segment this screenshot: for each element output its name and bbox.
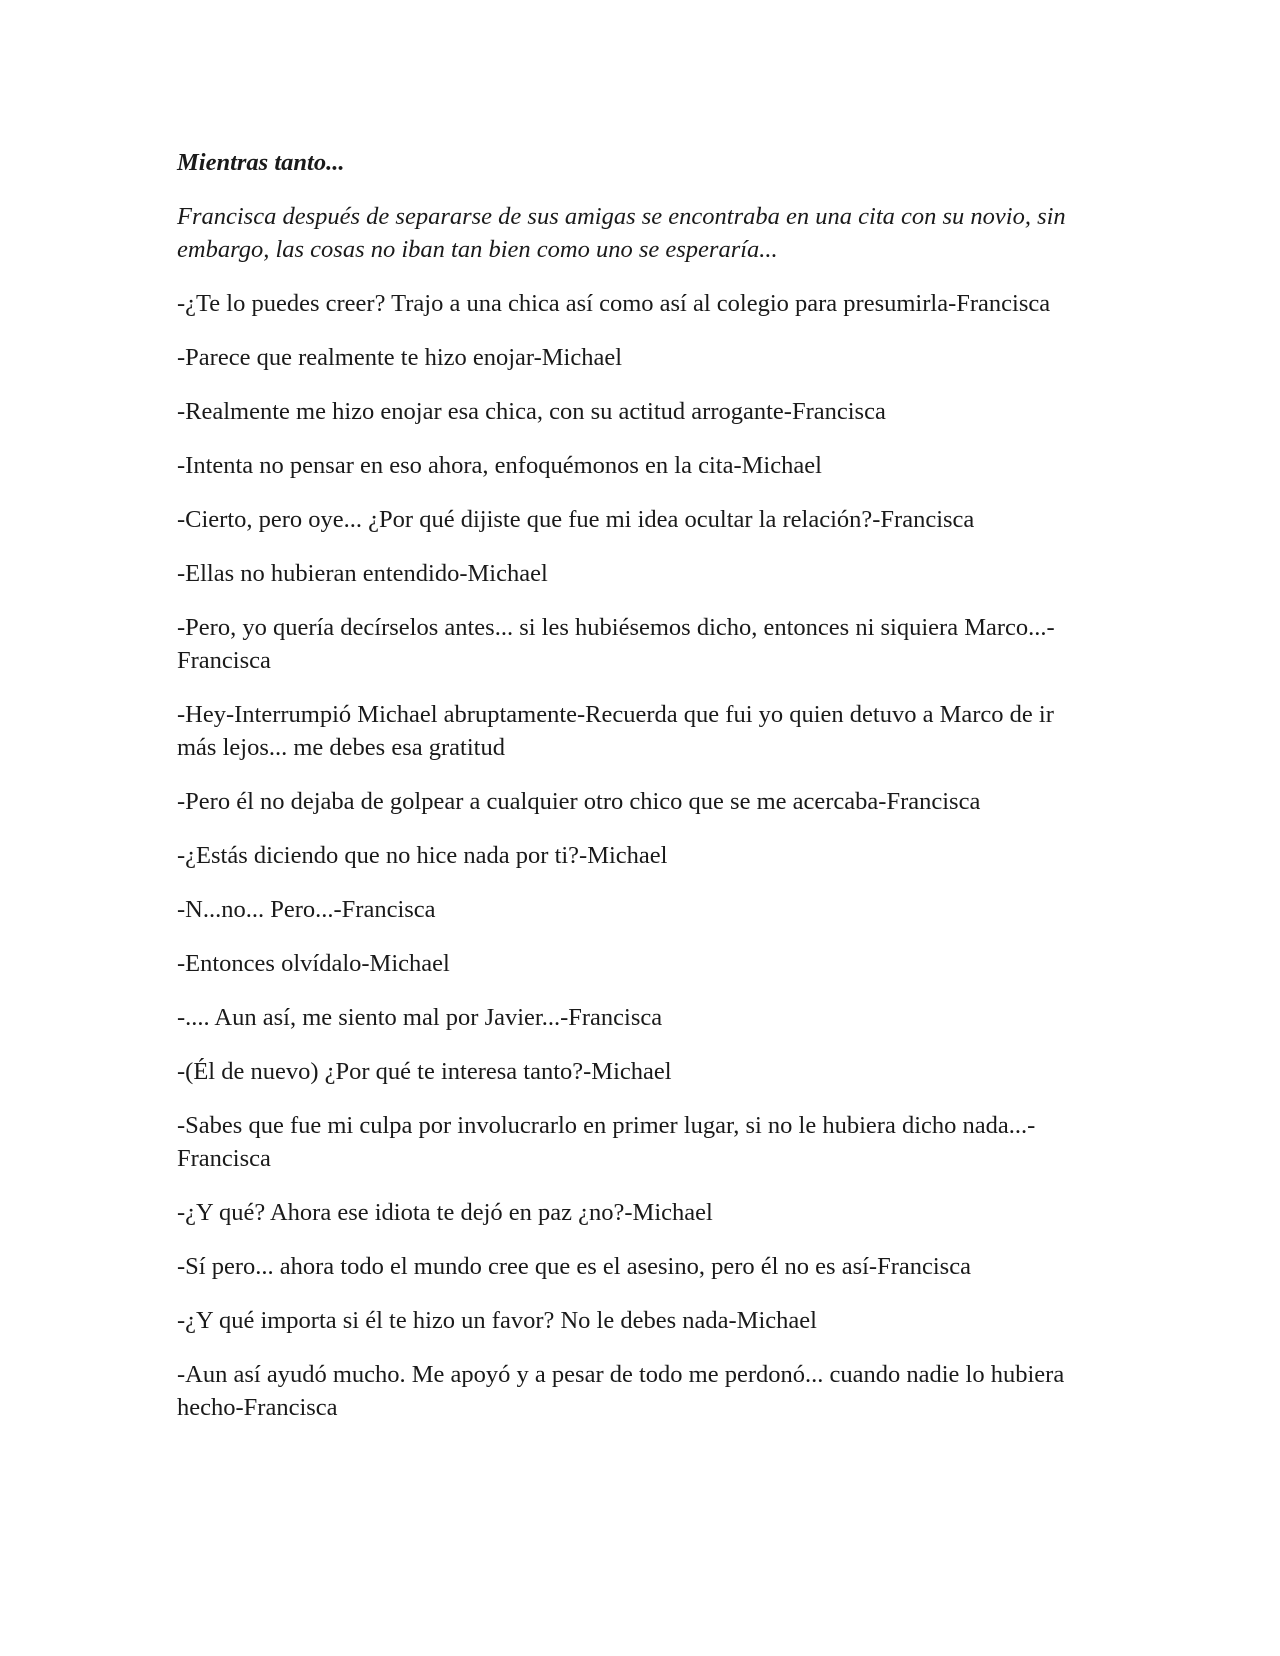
dialogue-line: -Entonces olvídalo-Michael xyxy=(177,950,450,977)
dialogue-line: -Cierto, pero oye... ¿Por qué dijiste que fue mi idea ocultar la relación?-Francisca xyxy=(177,506,975,533)
document-body xyxy=(177,146,1097,1445)
dialogue-line: -(Él de nuevo) ¿Por qué te interesa tanto?-Michael xyxy=(177,1058,672,1085)
dialogue-line: -Aun así ayudó mucho. Me apoyó y a pesar de todo me perdonó... cuando nadie lo hubiera hecho-Francisca xyxy=(177,1361,1065,1421)
dialogue-line: -Parece que realmente te hizo enojar-Michael xyxy=(177,344,623,371)
dialogue-line: -Sí pero... ahora todo el mundo cree que es el asesino, pero él no es así-Francisca xyxy=(177,1253,971,1280)
dialogue-line: -Realmente me hizo enojar esa chica, con su actitud arrogante-Francisca xyxy=(177,398,886,425)
dialogue-line: -Sabes que fue mi culpa por involucrarlo en primer lugar, si no le hubiera dicho nada...-Francisca xyxy=(177,1112,1036,1172)
dialogue-line: -.... Aun así, me siento mal por Javier...-Francisca xyxy=(177,1004,663,1031)
dialogue-line: -N...no... Pero...-Francisca xyxy=(177,896,436,923)
dialogue-line: -Ellas no hubieran entendido-Michael xyxy=(177,560,548,587)
dialogue-line: -¿Y qué? Ahora ese idiota te dejó en paz ¿no?-Michael xyxy=(177,1199,713,1226)
section-heading: Mientras tanto... xyxy=(177,149,345,176)
intro-paragraph: Francisca después de separarse de sus amigas se encontraba en una cita con su novio, sin embargo, las cosas no iban tan bien como uno se esperaría... xyxy=(177,203,1066,263)
dialogue-line: -Pero, yo quería decírselos antes... si les hubiésemos dicho, entonces ni siquiera Marco...-Francisca xyxy=(177,614,1055,674)
dialogue-line: -Hey-Interrumpió Michael abruptamente-Recuerda que fui yo quien detuvo a Marco de ir más lejos... me debes esa gratitud xyxy=(177,701,1054,761)
dialogue-line: -¿Estás diciendo que no hice nada por ti?-Michael xyxy=(177,842,668,869)
dialogue-line: -Pero él no dejaba de golpear a cualquier otro chico que se me acercaba-Francisca xyxy=(177,788,981,815)
dialogue-line: -¿Y qué importa si él te hizo un favor? No le debes nada-Michael xyxy=(177,1307,817,1334)
dialogue-line: -¿Te lo puedes creer? Trajo a una chica así como así al colegio para presumirla-Francisca xyxy=(177,290,1051,317)
dialogue-line: -Intenta no pensar en eso ahora, enfoquémonos en la cita-Michael xyxy=(177,452,822,479)
